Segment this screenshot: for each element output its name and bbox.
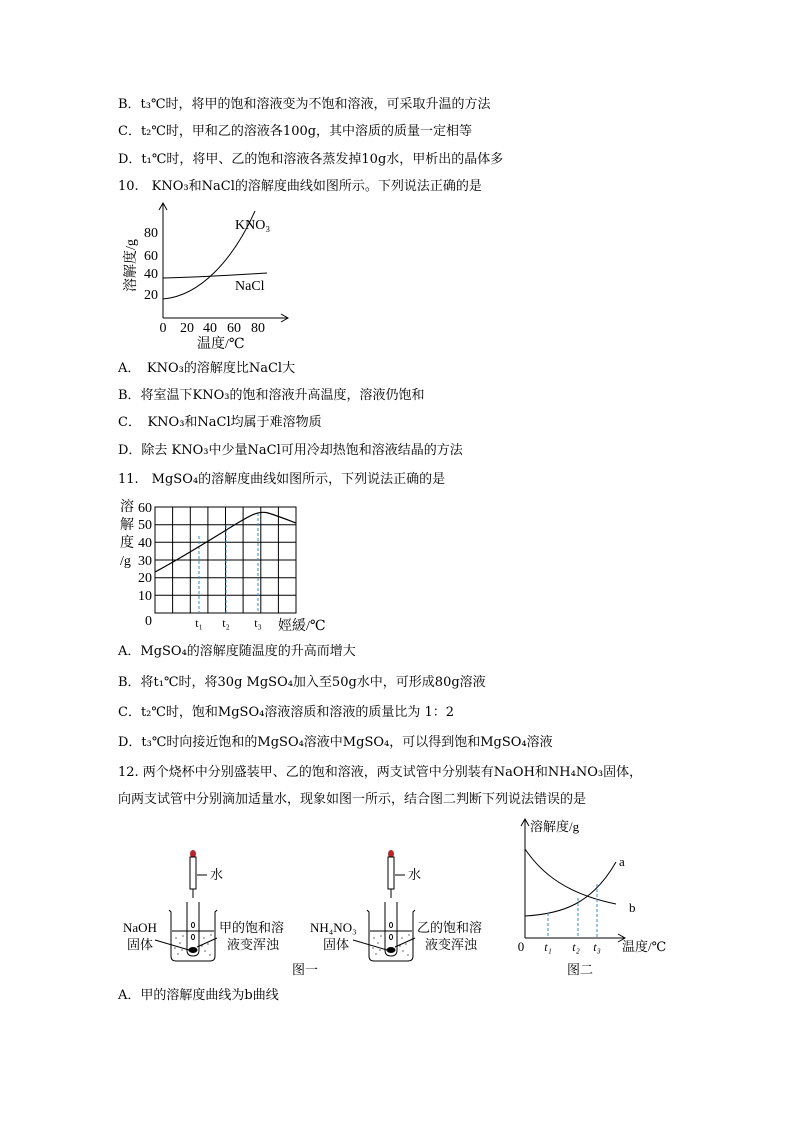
q11-ytick-60: 60 bbox=[138, 501, 152, 516]
q12-right-water-label: 水 bbox=[408, 867, 422, 882]
q12-left-solid bbox=[189, 947, 198, 953]
q12-stem-line2: 向两支试管中分别滴加适量水，现象如图一所示，结合图二判断下列说法错误的是 bbox=[118, 792, 587, 807]
q12-figure-2 bbox=[512, 814, 682, 980]
q12-right-apparatus bbox=[310, 850, 482, 961]
q11-ytick-50: 50 bbox=[138, 518, 152, 533]
q12-left-solid-word: 固体 bbox=[127, 937, 154, 952]
q10-xtick-40: 40 bbox=[203, 321, 217, 336]
q11-option-d: D．t₃℃时向接近饱和的MgSO₄溶液中MgSO₄，可以得到饱和MgSO₄溶液 bbox=[118, 735, 553, 750]
q11-option-c: C．t₂℃时，饱和MgSO₄溶液溶质和溶液的质量比为 1：2 bbox=[118, 705, 455, 720]
q10-xtick-0: 0 bbox=[159, 321, 167, 336]
q12-fig2-t1-label: t₁ bbox=[544, 940, 552, 954]
q11-ytick-40: 40 bbox=[138, 536, 152, 551]
q12-fig2-t3-label: t₃ bbox=[593, 940, 601, 954]
q10-xtick-20: 20 bbox=[180, 321, 194, 336]
q11-ylabel-4: /g bbox=[120, 554, 131, 569]
q10-chart bbox=[115, 200, 315, 360]
q10-nacl-label: NaCl bbox=[235, 279, 265, 294]
q12-stem-line1: 12. 两个烧杯中分别盛装甲、乙的饱和溶液，两支试管中分别装有NaOH和NH₄NO₃固体， bbox=[118, 765, 643, 780]
q12-fig2-curve-b bbox=[525, 849, 616, 904]
q12-figure-1 bbox=[115, 840, 495, 980]
q10-ytick-60: 60 bbox=[144, 249, 158, 264]
q11-ylabel-1: 溶 bbox=[120, 500, 134, 515]
q10-nacl-curve bbox=[163, 273, 267, 278]
q11-ylabel-3: 度 bbox=[120, 536, 134, 551]
q12-fig2-y-label: 溶解度/g bbox=[530, 819, 580, 834]
q12-left-apparatus bbox=[123, 850, 284, 961]
q12-fig2-t2-label: t₂ bbox=[572, 940, 580, 954]
q11-ytick-10: 10 bbox=[138, 589, 152, 604]
q10-ytick-20: 20 bbox=[144, 288, 158, 303]
q12-left-note-1: 甲的饱和溶 bbox=[219, 920, 285, 935]
q10-ytick-40: 40 bbox=[144, 267, 158, 282]
q10-x-label: 温度/℃ bbox=[197, 337, 245, 352]
q10-option-c: C． KNO₃和NaCl均属于难溶物质 bbox=[118, 415, 322, 430]
q11-t1-label: t₁ bbox=[195, 616, 203, 630]
q11-x-label: 娙緩/℃ bbox=[278, 619, 326, 634]
q12-left-water-label: 水 bbox=[210, 867, 224, 882]
q10-option-a: A． KNO₃的溶解度比NaCl大 bbox=[118, 361, 296, 376]
q10-stem: 10. KNO₃和NaCl的溶解度曲线如图所示。下列说法正确的是 bbox=[118, 179, 482, 194]
q10-ytick-80: 80 bbox=[144, 226, 158, 241]
q12-right-note-2: 液变浑浊 bbox=[425, 937, 478, 952]
q12-fig2-label-a: a bbox=[619, 854, 625, 869]
q10-option-d: D．除去 KNO₃中少量NaCl可用冷却热饱和溶液结晶的方法 bbox=[118, 443, 463, 458]
q11-origin: 0 bbox=[145, 614, 152, 629]
q12-fig2-label-b: b bbox=[629, 900, 636, 915]
q9-option-d: D．t₁℃时，将甲、乙的饱和溶液各蒸发掉10g水，甲析出的晶体多 bbox=[118, 152, 504, 167]
q12-right-solid-name: NH₄NO₃ bbox=[310, 920, 357, 935]
q10-option-b: B．将室温下KNO₃的饱和溶液升高温度，溶液仍饱和 bbox=[118, 388, 425, 403]
q12-left-dropper bbox=[190, 857, 196, 889]
q11-ylabel-2: 解 bbox=[120, 518, 134, 533]
q9-option-b: B．t₃℃时，将甲的饱和溶液变为不饱和溶液，可采取升温的方法 bbox=[118, 97, 491, 112]
q11-option-a: A．MgSO₄的溶解度随温度的升高而增大 bbox=[118, 644, 356, 659]
q9-option-c: C．t₂℃时，甲和乙的溶液各100g，其中溶质的质量一定相等 bbox=[118, 124, 473, 139]
q12-right-dropper bbox=[388, 857, 394, 889]
q12-right-note-1: 乙的饱和溶 bbox=[417, 920, 483, 935]
q11-option-b: B．将t₁℃时，将30g MgSO₄加入至50g水中，可形成80g溶液 bbox=[118, 675, 486, 690]
q12-fig2-origin: 0 bbox=[517, 939, 525, 954]
q11-ytick-20: 20 bbox=[138, 571, 152, 586]
q12-right-solid bbox=[387, 947, 396, 953]
q11-t2-label: t₂ bbox=[222, 616, 230, 630]
q10-xtick-60: 60 bbox=[227, 321, 241, 336]
q11-chart bbox=[118, 495, 338, 640]
q12-fig2-x-label: 温度/℃ bbox=[622, 939, 667, 954]
q12-option-a: A．甲的溶解度曲线为b曲线 bbox=[118, 988, 279, 1003]
q11-stem: 11. MgSO₄的溶解度曲线如图所示，下列说法正确的是 bbox=[118, 472, 446, 487]
q12-figure-2-caption: 图二 bbox=[566, 962, 594, 977]
q11-t3-label: t₃ bbox=[254, 616, 262, 630]
q11-ytick-30: 30 bbox=[138, 554, 152, 569]
q12-left-solid-name: NaOH bbox=[123, 920, 157, 935]
q12-right-solid-word: 固体 bbox=[323, 937, 350, 952]
q12-figure-1-caption: 图一 bbox=[291, 962, 319, 977]
q10-xtick-80: 80 bbox=[251, 321, 265, 336]
q12-left-note-2: 液变浑浊 bbox=[227, 937, 280, 952]
q10-y-label: 溶解度/g bbox=[124, 239, 139, 292]
q10-kno3-label: KNO₃ bbox=[235, 218, 271, 233]
